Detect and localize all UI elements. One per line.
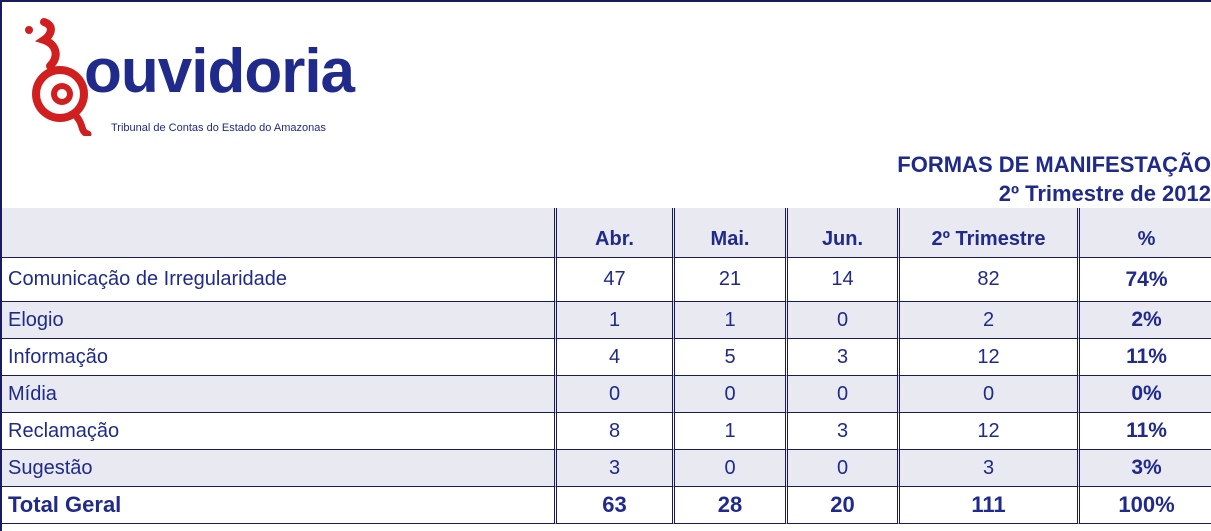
cell-trimestre: 82	[900, 258, 1080, 302]
total-trimestre: 111	[900, 487, 1080, 524]
row-label: Comunicação de Irregularidade	[2, 258, 557, 302]
column-header-abr: Abr.	[557, 208, 675, 258]
cell-jun: 0	[788, 302, 900, 339]
row-label: Mídia	[2, 376, 557, 413]
table-header-row	[2, 208, 1211, 258]
column-header-trimestre: 2º Trimestre	[900, 208, 1080, 258]
cell-jun: 3	[788, 413, 900, 450]
cell-abr: 4	[557, 339, 675, 376]
total-percent: 100%	[1080, 487, 1211, 524]
total-abr: 63	[557, 487, 675, 524]
column-header-percent: %	[1080, 208, 1211, 258]
row-label: Sugestão	[2, 450, 557, 487]
table-row	[2, 302, 1211, 339]
total-mai: 28	[675, 487, 788, 524]
cell-percent: 0%	[1080, 376, 1211, 413]
report-title: FORMAS DE MANIFESTAÇÃO	[897, 152, 1211, 177]
cell-abr: 1	[557, 302, 675, 339]
cell-trimestre: 0	[900, 376, 1080, 413]
cell-mai: 5	[675, 339, 788, 376]
cell-mai: 1	[675, 413, 788, 450]
report-period: 2º Trimestre de 2012	[998, 181, 1211, 206]
cell-abr: 8	[557, 413, 675, 450]
cell-mai: 0	[675, 450, 788, 487]
cell-abr: 47	[557, 258, 675, 302]
cell-trimestre: 2	[900, 302, 1080, 339]
table-row	[2, 413, 1211, 450]
total-label: Total Geral	[2, 487, 557, 524]
cell-trimestre: 12	[900, 339, 1080, 376]
cell-trimestre: 3	[900, 450, 1080, 487]
cell-trimestre: 12	[900, 413, 1080, 450]
cell-jun: 14	[788, 258, 900, 302]
ouvidoria-logo	[16, 16, 436, 136]
column-header-jun: Jun.	[788, 208, 900, 258]
cell-percent: 3%	[1080, 450, 1211, 487]
column-header-mai: Mai.	[675, 208, 788, 258]
total-row	[2, 487, 1211, 524]
table-row	[2, 450, 1211, 487]
row-label: Elogio	[2, 302, 557, 339]
cell-mai: 21	[675, 258, 788, 302]
cell-jun: 0	[788, 376, 900, 413]
cell-mai: 1	[675, 302, 788, 339]
logo-wordmark: ouvidoria	[84, 37, 355, 106]
cell-percent: 11%	[1080, 413, 1211, 450]
cell-abr: 0	[557, 376, 675, 413]
logo-subtitle: Tribunal de Contas do Estado do Amazonas	[111, 122, 326, 134]
cell-jun: 3	[788, 339, 900, 376]
total-jun: 20	[788, 487, 900, 524]
table-row	[2, 339, 1211, 376]
cell-abr: 3	[557, 450, 675, 487]
table-row	[2, 258, 1211, 302]
manifestation-table	[2, 208, 1211, 524]
cell-percent: 74%	[1080, 258, 1211, 302]
cell-percent: 2%	[1080, 302, 1211, 339]
column-header-category	[2, 208, 557, 258]
row-label: Informação	[2, 339, 557, 376]
table-row	[2, 376, 1211, 413]
cell-jun: 0	[788, 450, 900, 487]
report-heading	[897, 150, 1211, 208]
cell-percent: 11%	[1080, 339, 1211, 376]
cell-mai: 0	[675, 376, 788, 413]
row-label: Reclamação	[2, 413, 557, 450]
